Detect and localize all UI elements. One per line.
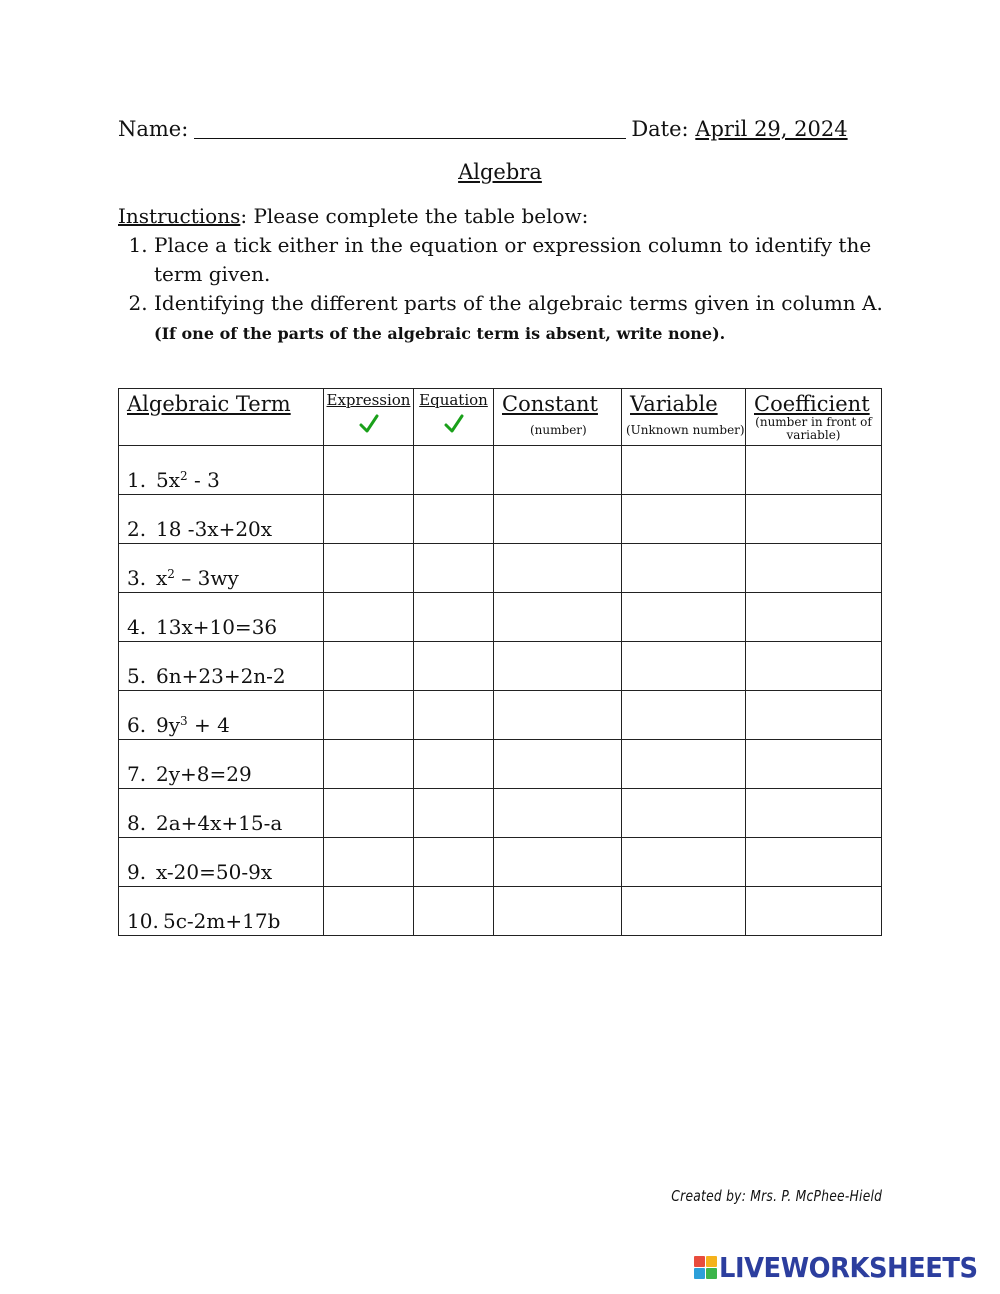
term-rest: - 3 [187,468,220,492]
constant-cell[interactable] [494,495,622,544]
table-row [119,495,882,544]
algebraic-term-cell [119,740,324,789]
term-number: 6. [127,713,147,737]
table-row [119,642,882,691]
table-row [119,691,882,740]
constant-cell[interactable] [494,691,622,740]
header-constant: Constant (number) [494,389,622,446]
term-text: 9y [156,713,181,737]
table-row [119,446,882,495]
instruction-list [118,231,888,348]
algebra-table [118,388,882,936]
coefficient-cell[interactable] [746,789,882,838]
author-credit: Created by: Mrs. P. McPhee-Hield [671,1187,882,1205]
algebraic-term-cell [119,495,324,544]
constant-cell[interactable] [494,887,622,936]
logo-icon [694,1256,717,1279]
name-blank[interactable] [194,118,626,139]
coefficient-cell[interactable] [746,593,882,642]
logo-text: LIVEWORKSHEETS [719,1251,978,1284]
equation-cell[interactable] [414,544,494,593]
variable-cell[interactable] [622,642,746,691]
algebraic-term-cell [119,789,324,838]
term-rest: + 4 [187,713,230,737]
expression-cell[interactable] [324,642,414,691]
date-value: April 29, 2024 [695,117,848,141]
algebraic-term-cell [119,642,324,691]
date-label: Date: [631,117,689,141]
term-text: 13x+10=36 [156,615,278,639]
equation-cell[interactable] [414,887,494,936]
coefficient-cell[interactable] [746,887,882,936]
term-number: 10. [127,909,159,933]
term-number: 2. [127,517,147,541]
variable-cell[interactable] [622,544,746,593]
term-number: 8. [127,811,147,835]
term-text: x-20=50-9x [156,860,273,884]
name-label: Name: [118,117,189,141]
term-number: 3. [127,566,147,590]
term-text: 5c-2m+17b [163,909,281,933]
equation-cell[interactable] [414,642,494,691]
expression-cell[interactable] [324,446,414,495]
coefficient-cell[interactable] [746,691,882,740]
table-row [119,593,882,642]
term-number: 5. [127,664,147,688]
variable-cell[interactable] [622,887,746,936]
constant-cell[interactable] [494,446,622,495]
instructions [118,202,888,348]
checkmark-icon [443,413,465,435]
coefficient-cell[interactable] [746,495,882,544]
expression-cell[interactable] [324,887,414,936]
header-equation: Equation [414,389,494,446]
header-line [118,117,848,141]
coefficient-cell[interactable] [746,446,882,495]
coefficient-cell[interactable] [746,544,882,593]
page-title: Algebra [458,160,542,184]
equation-cell[interactable] [414,691,494,740]
term-rest: – 3wy [174,566,239,590]
equation-cell[interactable] [414,789,494,838]
variable-cell[interactable] [622,691,746,740]
term-number: 7. [127,762,147,786]
equation-cell[interactable] [414,446,494,495]
constant-cell[interactable] [494,642,622,691]
instruction-item: 2. Identifying the different parts of the algebraic terms given in column A. (If one of the parts of the algebraic term is absent, write none). [154,289,888,348]
instruction-item: 1. Place a tick either in the equation or expression column to identify the term given. [154,231,888,289]
constant-cell[interactable] [494,740,622,789]
expression-cell[interactable] [324,544,414,593]
equation-cell[interactable] [414,495,494,544]
header-algebraic-term: Algebraic Term [119,389,324,446]
expression-cell[interactable] [324,495,414,544]
expression-cell[interactable] [324,740,414,789]
term-text: 2a+4x+15-a [156,811,283,835]
variable-cell[interactable] [622,495,746,544]
algebraic-term-cell [119,838,324,887]
algebraic-term-cell [119,691,324,740]
term-text: 2y+8=29 [156,762,252,786]
coefficient-cell[interactable] [746,838,882,887]
constant-cell[interactable] [494,544,622,593]
constant-cell[interactable] [494,789,622,838]
expression-cell[interactable] [324,838,414,887]
table-row [119,789,882,838]
variable-cell[interactable] [622,740,746,789]
table-row [119,887,882,936]
equation-cell[interactable] [414,593,494,642]
instruction-note: (If one of the parts of the algebraic term is absent, write none). [154,324,726,343]
term-text: 5x [156,468,181,492]
instructions-label: Instructions [118,204,241,228]
equation-cell[interactable] [414,838,494,887]
algebraic-term-cell [119,446,324,495]
variable-cell[interactable] [622,789,746,838]
table-header-row [119,389,882,446]
term-exponent: 2 [180,469,188,483]
variable-cell[interactable] [622,838,746,887]
constant-cell[interactable] [494,838,622,887]
equation-cell[interactable] [414,740,494,789]
term-number: 9. [127,860,147,884]
variable-cell[interactable] [622,446,746,495]
term-exponent: 2 [167,567,175,581]
coefficient-cell[interactable] [746,642,882,691]
term-exponent: 3 [180,714,188,728]
expression-cell[interactable] [324,691,414,740]
checkmark-icon [358,413,380,435]
algebraic-term-cell [119,593,324,642]
table-row [119,838,882,887]
coefficient-cell[interactable] [746,740,882,789]
table-row [119,544,882,593]
term-text: 6n+23+2n-2 [156,664,286,688]
header-expression: Expression [324,389,414,446]
constant-cell[interactable] [494,593,622,642]
algebraic-term-cell [119,887,324,936]
expression-cell[interactable] [324,789,414,838]
header-variable: Variable (Unknown number) [622,389,746,446]
term-number: 4. [127,615,147,639]
expression-cell[interactable] [324,593,414,642]
instructions-text: : Please complete the table below: [240,204,589,228]
liveworksheets-logo [694,1251,1000,1284]
variable-cell[interactable] [622,593,746,642]
term-text: 18 -3x+20x [156,517,273,541]
algebraic-term-cell [119,544,324,593]
term-number: 1. [127,468,147,492]
header-coefficient: Coefficient (number in front of variable) [746,389,882,446]
table-row [119,740,882,789]
term-text: x [156,566,168,590]
